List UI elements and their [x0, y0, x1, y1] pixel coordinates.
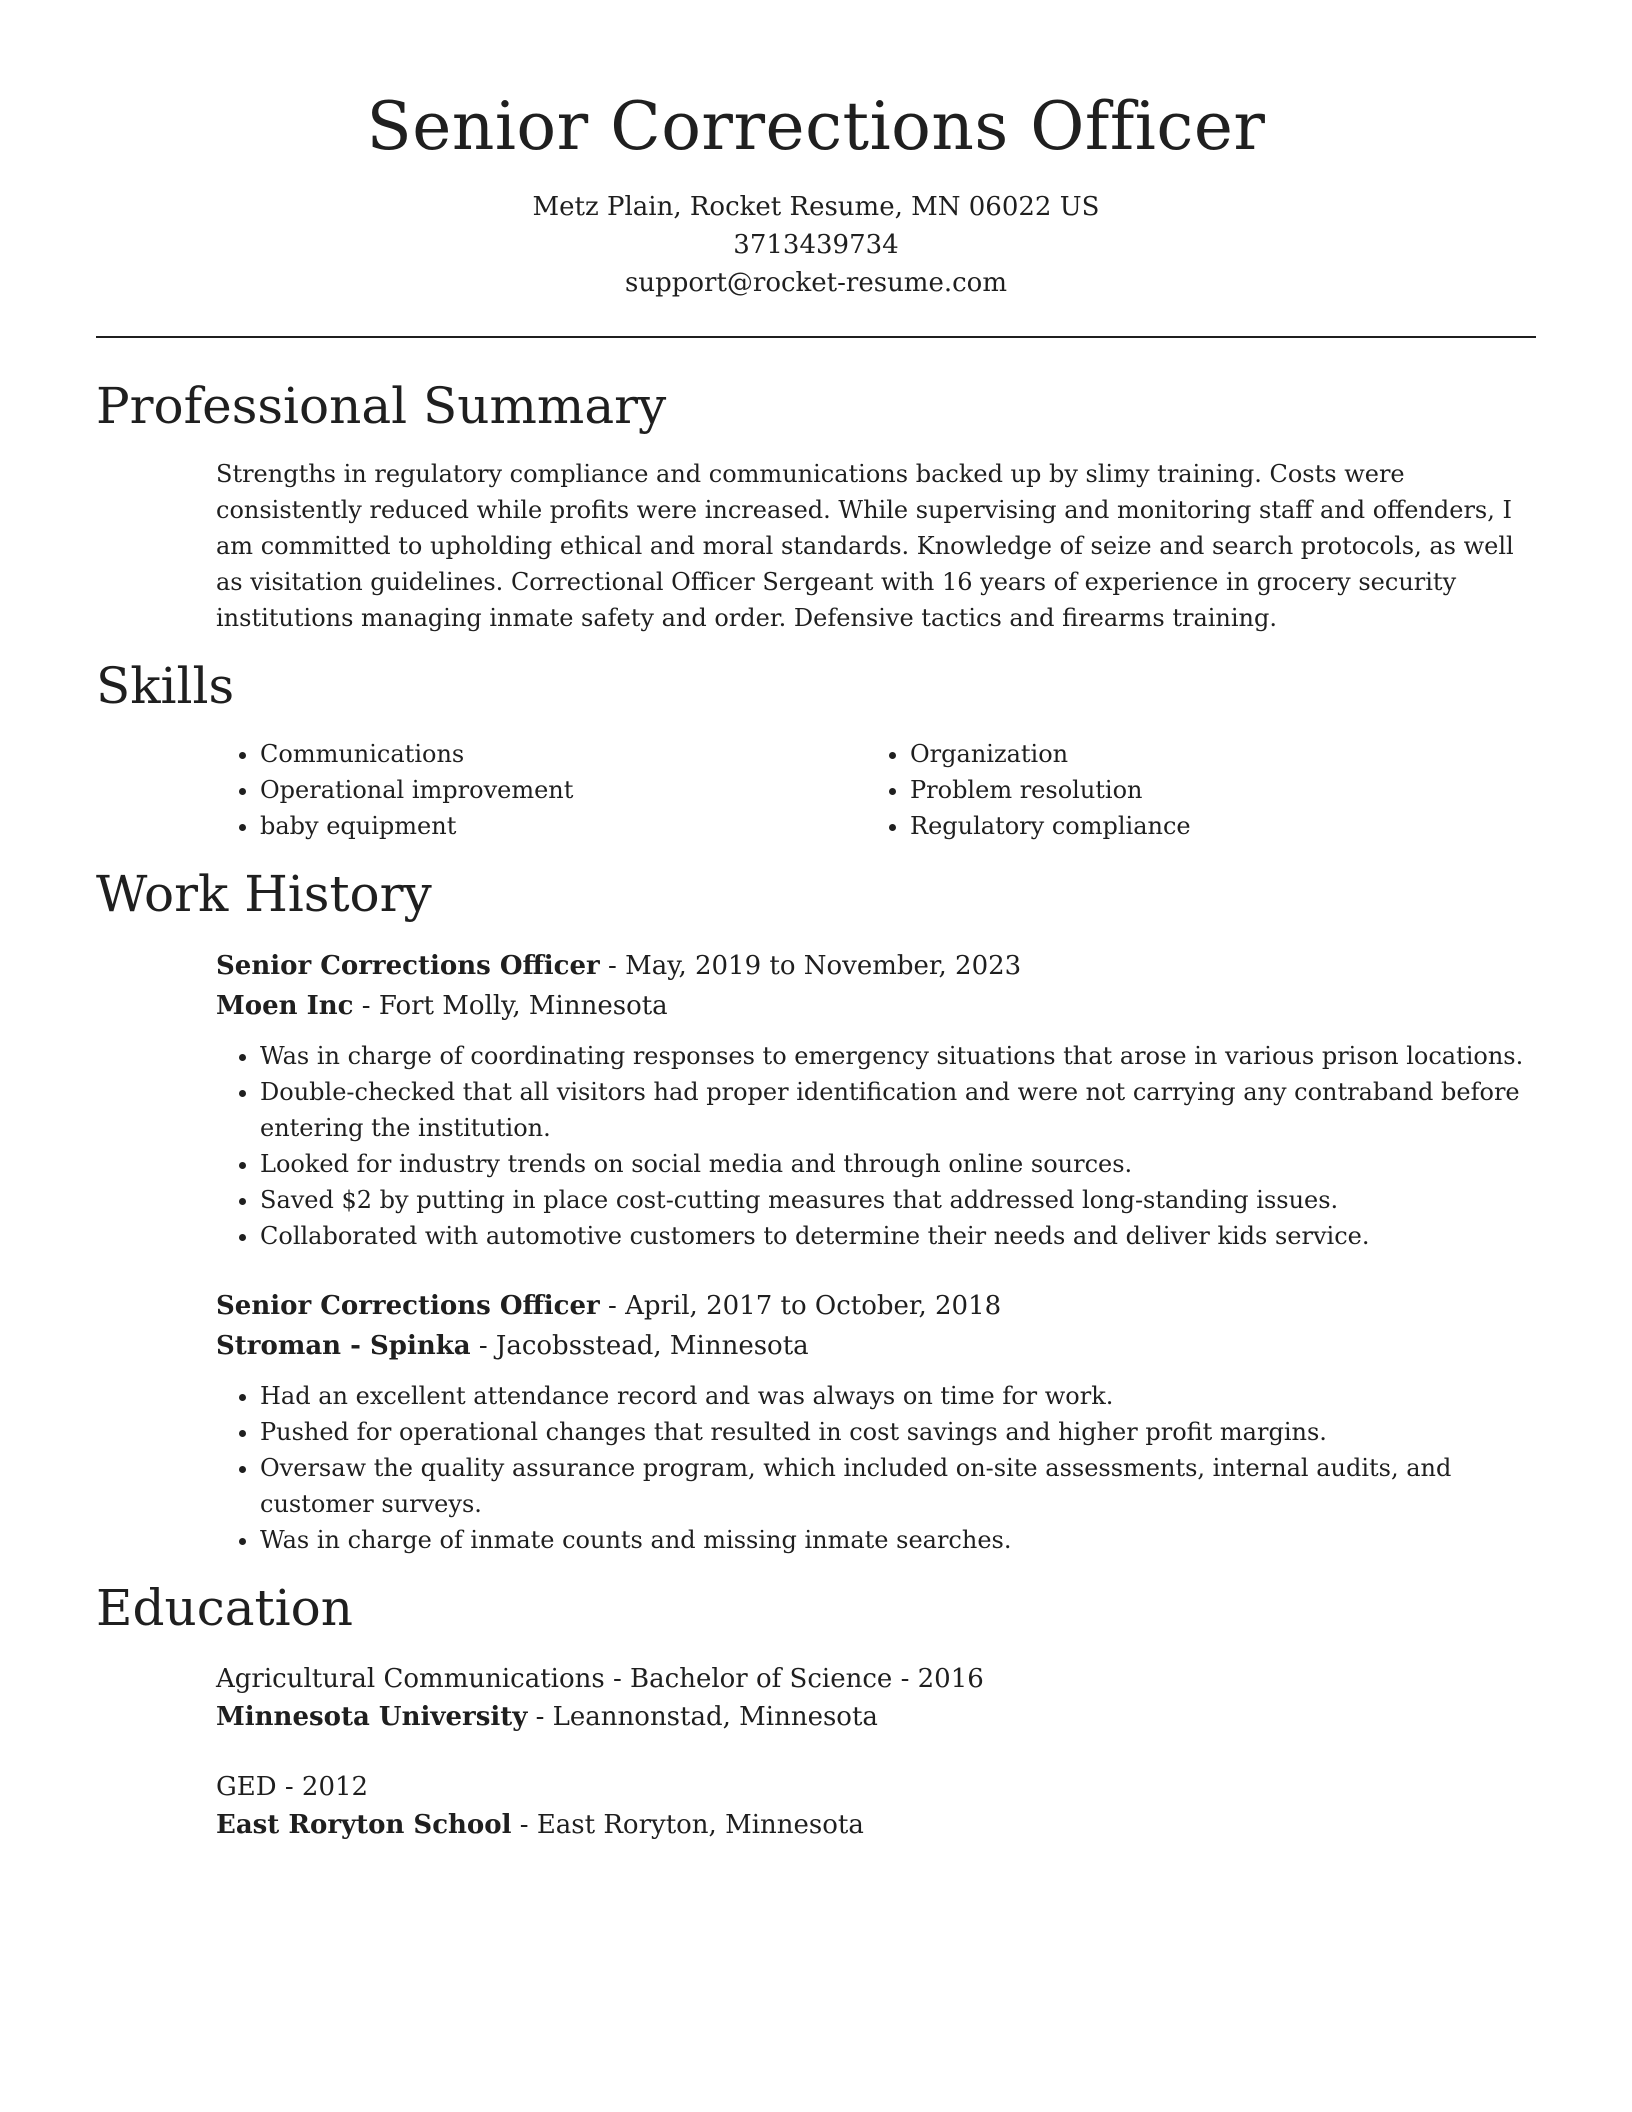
- job-duties-list: [216, 1038, 1536, 1254]
- education-location: - East Roryton, Minnesota: [511, 1810, 864, 1840]
- summary-section: [96, 374, 1536, 636]
- contact-email: support@rocket-resume.com: [624, 268, 1007, 298]
- education-school: Minnesota University: [216, 1702, 528, 1732]
- contact-address: Metz Plain, Rocket Resume, MN 06022 US: [532, 192, 1100, 222]
- skill-item: • Communications: [260, 736, 866, 772]
- education-entry: [96, 1768, 1536, 1844]
- education-section: [96, 1576, 1536, 1844]
- education-school-line: [216, 1698, 1536, 1736]
- work-history-heading: Work History: [96, 865, 432, 923]
- education-heading: Education: [96, 1579, 353, 1637]
- summary-heading: Professional Summary: [96, 377, 667, 435]
- job-duty: • Had an excellent attendance record and was always on time for work.: [260, 1378, 1536, 1414]
- resume-header: [96, 84, 1536, 302]
- contact-info: [96, 188, 1536, 302]
- job-position: Senior Corrections Officer: [216, 951, 600, 981]
- job-company: Stroman - Spinka: [216, 1331, 471, 1361]
- job-duty: • Looked for industry trends on social media and through online sources.: [260, 1146, 1536, 1182]
- education-school-line: [216, 1806, 1536, 1844]
- job-duties-list: [216, 1378, 1536, 1558]
- job-title-line: [216, 946, 1536, 986]
- candidate-name: Senior Corrections Officer: [366, 88, 1266, 165]
- header-divider: [96, 336, 1536, 338]
- skill-item: • baby equipment: [260, 808, 866, 844]
- education-degree: Agricultural Communications - Bachelor of Science - 2016: [216, 1664, 984, 1694]
- skill-item: • Operational improvement: [260, 772, 866, 808]
- job-location: - Jacobsstead, Minnesota: [470, 1331, 809, 1361]
- job-company-line: [216, 1326, 1536, 1366]
- education-location: - Leannonstad, Minnesota: [527, 1702, 878, 1732]
- job-entry: [96, 1286, 1536, 1558]
- job-duty: • Saved $2 by putting in place cost-cutting measures that addressed long-standing issues.: [260, 1182, 1536, 1218]
- education-school: East Roryton School: [216, 1810, 512, 1840]
- skills-section: [96, 654, 1536, 844]
- job-entry: [96, 946, 1536, 1254]
- skills-list-right: [866, 736, 1516, 844]
- summary-text: Strengths in regulatory compliance and communications backed up by slimy training. Costs were consistently reduced while profits were increased. While supervising and monitoring staff and offenders, I am committed to upholding ethical and moral standards. Knowledge of seize and search protocols, as well as visitation guidelines. Correctional Officer Sergeant with 16 years of experience in grocery security institutions managing inmate safety and order. Defensive tactics and firearms training.: [216, 460, 1514, 632]
- skills-columns: [96, 736, 1536, 844]
- job-dates: - April, 2017 to October, 2018: [599, 1291, 1002, 1321]
- job-duty: • Collaborated with automotive customers to determine their needs and deliver kids service.: [260, 1218, 1536, 1254]
- job-duty: • Oversaw the quality assurance program, which included on-site assessments, internal audits, and customer surveys.: [260, 1450, 1536, 1522]
- job-duty: • Pushed for operational changes that resulted in cost savings and higher profit margins.: [260, 1414, 1536, 1450]
- education-degree: GED - 2012: [216, 1772, 369, 1802]
- job-duty: • Was in charge of coordinating responses to emergency situations that arose in various prison locations.: [260, 1038, 1536, 1074]
- job-title-line: [216, 1286, 1536, 1326]
- job-dates: - May, 2019 to November, 2023: [599, 951, 1022, 981]
- contact-phone: 3713439734: [733, 230, 899, 260]
- job-company-line: [216, 986, 1536, 1026]
- skill-item: • Regulatory compliance: [910, 808, 1516, 844]
- job-position: Senior Corrections Officer: [216, 1291, 600, 1321]
- skill-item: • Organization: [910, 736, 1516, 772]
- job-duty: • Was in charge of inmate counts and missing inmate searches.: [260, 1522, 1536, 1558]
- work-history-section: [96, 862, 1536, 1558]
- education-entry: [96, 1660, 1536, 1736]
- job-location: - Fort Molly, Minnesota: [353, 991, 668, 1021]
- skill-item: • Problem resolution: [910, 772, 1516, 808]
- skills-heading: Skills: [96, 657, 235, 715]
- skills-list-left: [216, 736, 866, 844]
- job-company: Moen Inc: [216, 991, 354, 1021]
- job-duty: • Double-checked that all visitors had proper identification and were not carrying any contraband before entering the institution.: [260, 1074, 1536, 1146]
